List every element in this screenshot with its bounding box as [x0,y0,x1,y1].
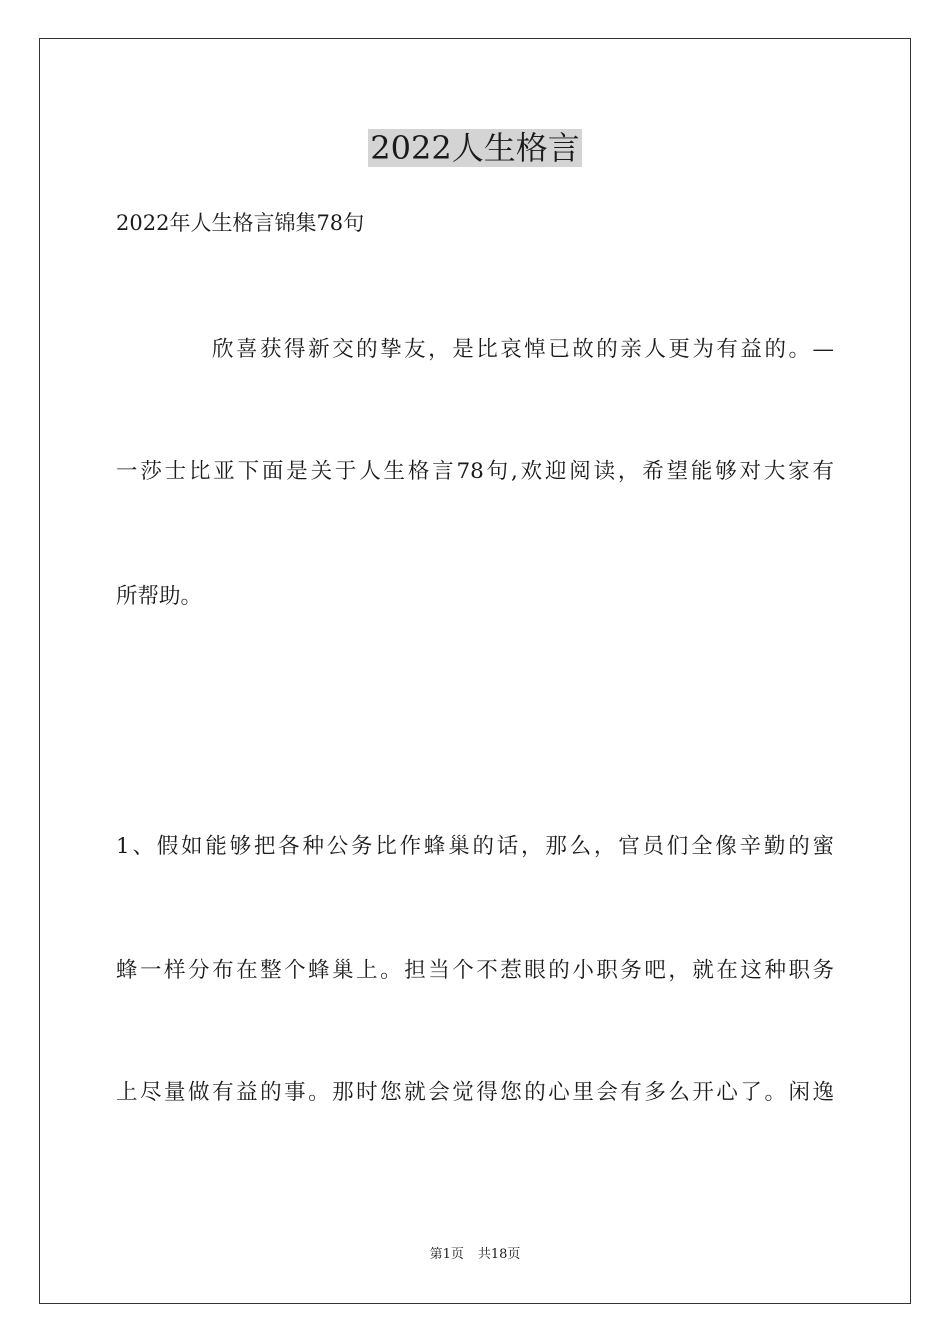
item1-line-1: 1、假如能够把各种公务比作蜂巢的话，那么，官员们全像辛勤的蜜 [116,834,834,859]
document-subtitle: 2022年人生格言锦集78句 [116,211,365,235]
page-number: 第1页 [429,1247,464,1262]
intro-line-3: 所帮助。 [116,584,203,609]
page-footer [0,1246,950,1264]
document-title-text: 2022人生格言 [370,129,580,167]
page-total: 共18页 [477,1247,521,1262]
document-title [0,126,950,170]
item1-line-3: 上尽量做有益的事。那时您就会觉得您的心里会有多么开心了。闲逸 [116,1080,834,1105]
intro-line-1: 欣喜获得新交的挚友，是比哀悼已故的亲人更为有益的。— [212,337,834,362]
item1-line-2: 蜂一样分布在整个蜂巢上。担当个不惹眼的小职务吧，就在这种职务 [116,958,834,983]
intro-line-2: 一莎士比亚下面是关于人生格言78句,欢迎阅读，希望能够对大家有 [116,459,834,484]
